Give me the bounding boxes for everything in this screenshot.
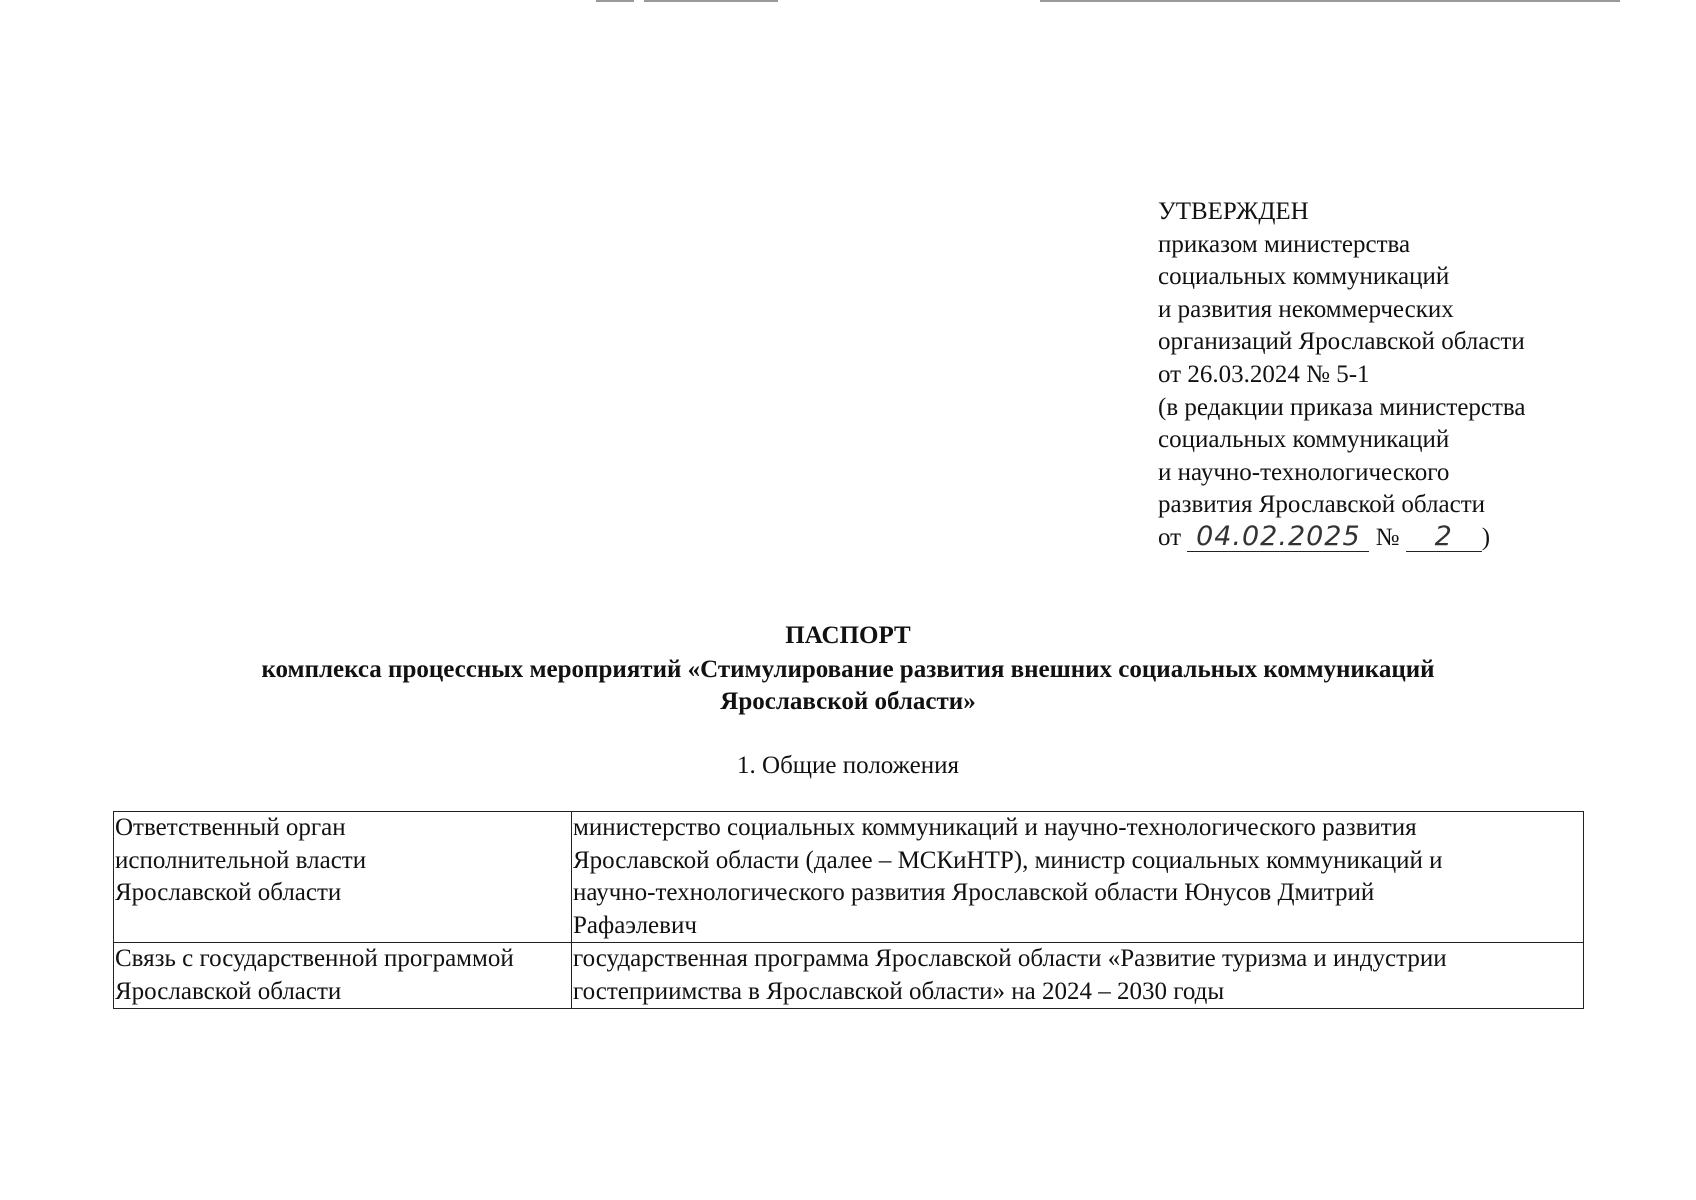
table-cell-label: Ответственный орган исполнительной власти Ярославской области (114, 812, 572, 943)
approval-line: и развития некоммерческих (1158, 295, 1454, 323)
section-heading: 1. Общие положения (737, 752, 959, 779)
document-subtitle-line: Ярославской области» (720, 688, 976, 715)
approval-line: организаций Ярославской области (1158, 328, 1525, 356)
approval-line: приказом министерства (1158, 230, 1411, 258)
scan-artifact (596, 0, 634, 2)
closing-parenthesis: ) (1481, 523, 1491, 551)
approval-line: (в редакции приказа министерства (1158, 393, 1526, 421)
handwritten-order-date: 04.02.2025 (1187, 523, 1369, 552)
table-cell-value: министерство социальных коммуникаций и научно-технологического развития Ярославской области (далее – МСКиНТР), министр социальных коммуникаций и научно-технологического развития Ярославской области Юнусов Дмитрий Рафаэлевич (572, 812, 1584, 943)
approval-line: и научно-технологического (1158, 458, 1450, 486)
table-cell-label: Связь с государственной программой Ярославской области (114, 943, 572, 1009)
order-number-sign: № (1375, 523, 1400, 551)
document-subtitle-line: комплекса процессных мероприятий «Стимулирование развития внешних социальных коммуникаций (261, 656, 1435, 683)
approval-status: УТВЕРЖДЕН (1158, 198, 1309, 225)
approval-line: развития Ярославской области (1158, 491, 1486, 519)
table-row (114, 943, 1584, 1009)
approval-line: социальных коммуникаций (1158, 426, 1450, 454)
handwritten-order-number: 2 (1406, 523, 1482, 552)
table-cell-value: государственная программа Ярославской области «Развитие туризма и индустрии гостеприимства в Ярославской области» на 2024 – 2030 годы (572, 943, 1584, 1009)
order-date-prefix: от (1158, 523, 1182, 551)
scan-artifact (644, 0, 778, 2)
approval-order-date-line (1158, 522, 1628, 555)
table-row (114, 812, 1584, 943)
document-subtitle (0, 654, 1696, 718)
approval-line: от 26.03.2024 № 5-1 (1158, 360, 1370, 388)
scan-artifact (1040, 0, 1620, 2)
approval-line: социальных коммуникаций (1158, 263, 1450, 291)
general-provisions-table (113, 811, 1584, 1009)
approval-stamp-block (1158, 196, 1628, 555)
document-title: ПАСПОРТ (785, 622, 911, 649)
